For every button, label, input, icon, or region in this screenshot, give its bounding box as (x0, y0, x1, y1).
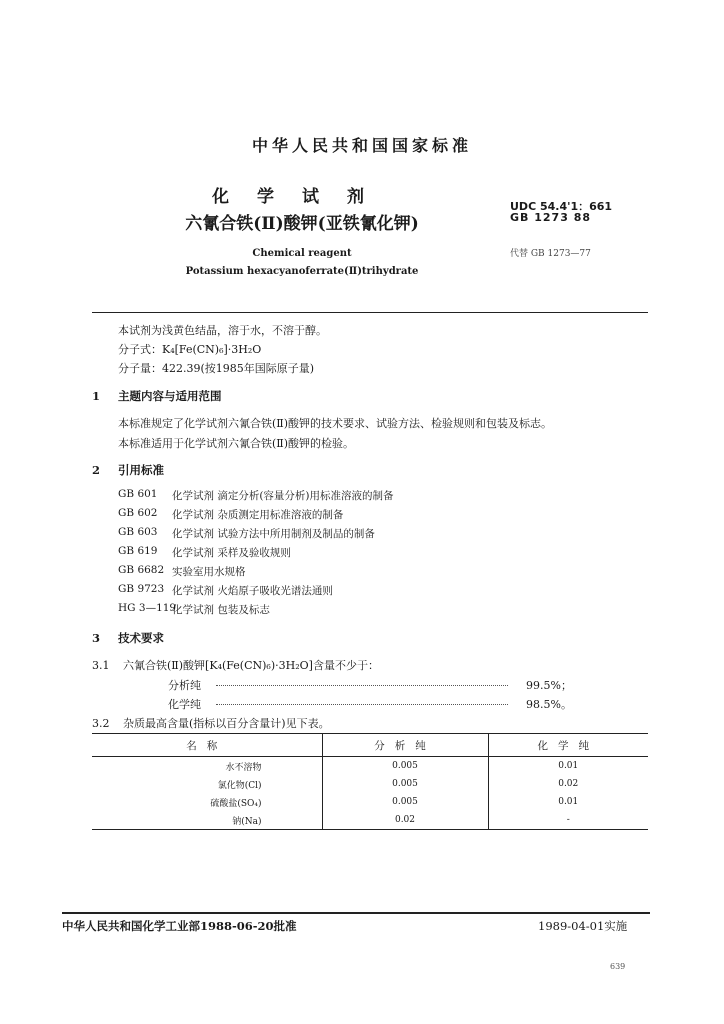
header-divider (92, 312, 648, 313)
reference-title: 化学试剂 试验方法中所用制剂及制品的制备 (172, 528, 375, 540)
reference-title: 实验室用水规格 (172, 566, 246, 578)
clause-text: 六氰合铁(Ⅱ)酸钾[K₄(Fe(CN)₆)·3H₂O]含量不少于： (123, 659, 379, 672)
document-subtitle: 六氰合铁(Ⅱ)酸钾(亚铁氰化钾) (185, 214, 419, 234)
clause-number: 3.2 (92, 717, 110, 730)
analytical-grade-cell: 0.005 (322, 793, 488, 811)
table-row (92, 775, 648, 793)
clause-text: 杂质最高含量(指标以百分含量计)见下表。 (123, 717, 330, 730)
intro-description: 本试剂为浅黄色结晶，溶于水，不溶于醇。 (118, 324, 327, 337)
replaces-note: 代替 GB 1273—77 (510, 249, 591, 259)
approval-date: 中华人民共和国化学工业部1988-06-20批准 (62, 919, 297, 933)
impurity-name-cell: 氯化物(Cl) (217, 780, 262, 791)
reference-code: GB 601 (118, 488, 158, 500)
document-title: 化学试剂 (212, 187, 392, 207)
implementation-date: 1989-04-01实施 (538, 919, 628, 933)
reference-code: GB 602 (118, 507, 158, 519)
reference-title: 化学试剂 采样及验收规则 (172, 547, 291, 559)
gb-number: GB 1273 88 (510, 211, 591, 224)
section-number: 3 (92, 631, 101, 645)
reference-title: 化学试剂 滴定分析(容量分析)用标准溶液的制备 (172, 490, 394, 502)
udc-code: UDC 54.4'1：661 (510, 200, 613, 213)
clause-number: 3.1 (92, 659, 110, 672)
clause-3-2 (92, 715, 330, 731)
column-header-chemical: 化学纯 (488, 734, 648, 757)
reference-code: GB 603 (118, 526, 158, 538)
column-header-analytical: 分析纯 (322, 734, 488, 757)
table-row (92, 811, 648, 830)
reference-code: GB 6682 (118, 564, 165, 576)
reference-list (0, 488, 724, 628)
applicability-paragraph: 本标准适用于化学试剂六氰合铁(Ⅱ)酸钾的检验。 (118, 437, 355, 450)
section-number: 1 (92, 389, 101, 403)
section-title: 主题内容与适用范围 (118, 389, 222, 403)
grade-label: 化学纯 (168, 698, 201, 711)
analytical-grade-cell: 0.02 (322, 811, 488, 830)
footer-divider (62, 912, 650, 914)
dot-leader (216, 685, 508, 686)
reference-code: HG 3—119 (118, 602, 177, 614)
chemical-grade-cell: - (488, 811, 648, 830)
impurity-table (92, 733, 648, 830)
chemical-grade-cell: 0.01 (488, 757, 648, 776)
table-row (92, 793, 648, 811)
table-header-row (92, 734, 648, 757)
reference-title: 化学试剂 火焰原子吸收光谱法通则 (172, 585, 333, 597)
reference-title: 化学试剂 杂质测定用标准溶液的制备 (172, 509, 344, 521)
standard-category-title: 中华人民共和国国家标准 (251, 136, 472, 155)
chemical-grade-cell: 0.02 (488, 775, 648, 793)
reference-title: 化学试剂 包装及标志 (172, 604, 270, 616)
analytical-grade-cell: 0.005 (322, 775, 488, 793)
english-title: Chemical reagent (252, 248, 352, 259)
impurity-name-cell: 钠(Na) (232, 816, 262, 827)
grade-value: 98.5%。 (526, 698, 572, 711)
grade-value: 99.5%； (526, 679, 572, 692)
section-number: 2 (92, 463, 101, 477)
page-number: 639 (610, 962, 626, 971)
section-title: 技术要求 (118, 631, 165, 645)
chemical-grade-cell: 0.01 (488, 793, 648, 811)
analytical-grade-cell: 0.005 (322, 757, 488, 776)
grade-analytical (168, 677, 588, 695)
grade-chemical (168, 696, 588, 714)
dot-leader (216, 704, 508, 705)
reference-code: GB 619 (118, 545, 158, 557)
scope-paragraph: 本标准规定了化学试剂六氰合铁(Ⅱ)酸钾的技术要求、试验方法、检验规则和包装及标志。 (118, 417, 553, 430)
column-header-name: 名称 (92, 734, 322, 757)
section-title: 引用标准 (118, 463, 165, 477)
grade-label: 分析纯 (168, 679, 201, 692)
section-heading (92, 388, 222, 404)
table-row (92, 757, 648, 776)
section-heading (92, 462, 164, 478)
impurity-name-cell: 水不溶物 (225, 762, 262, 773)
english-subtitle: Potassium hexacyanoferrate(Ⅱ)trihydrate (185, 266, 419, 277)
reference-code: GB 9723 (118, 583, 165, 595)
section-heading (92, 630, 164, 646)
impurity-name-cell: 硫酸盐(SO₄) (210, 798, 262, 809)
clause-3-1 (92, 657, 379, 673)
molecular-weight: 分子量：422.39(按1985年国际原子量) (118, 362, 315, 375)
molecular-formula: 分子式：K₄[Fe(CN)₆]·3H₂O (118, 343, 262, 356)
